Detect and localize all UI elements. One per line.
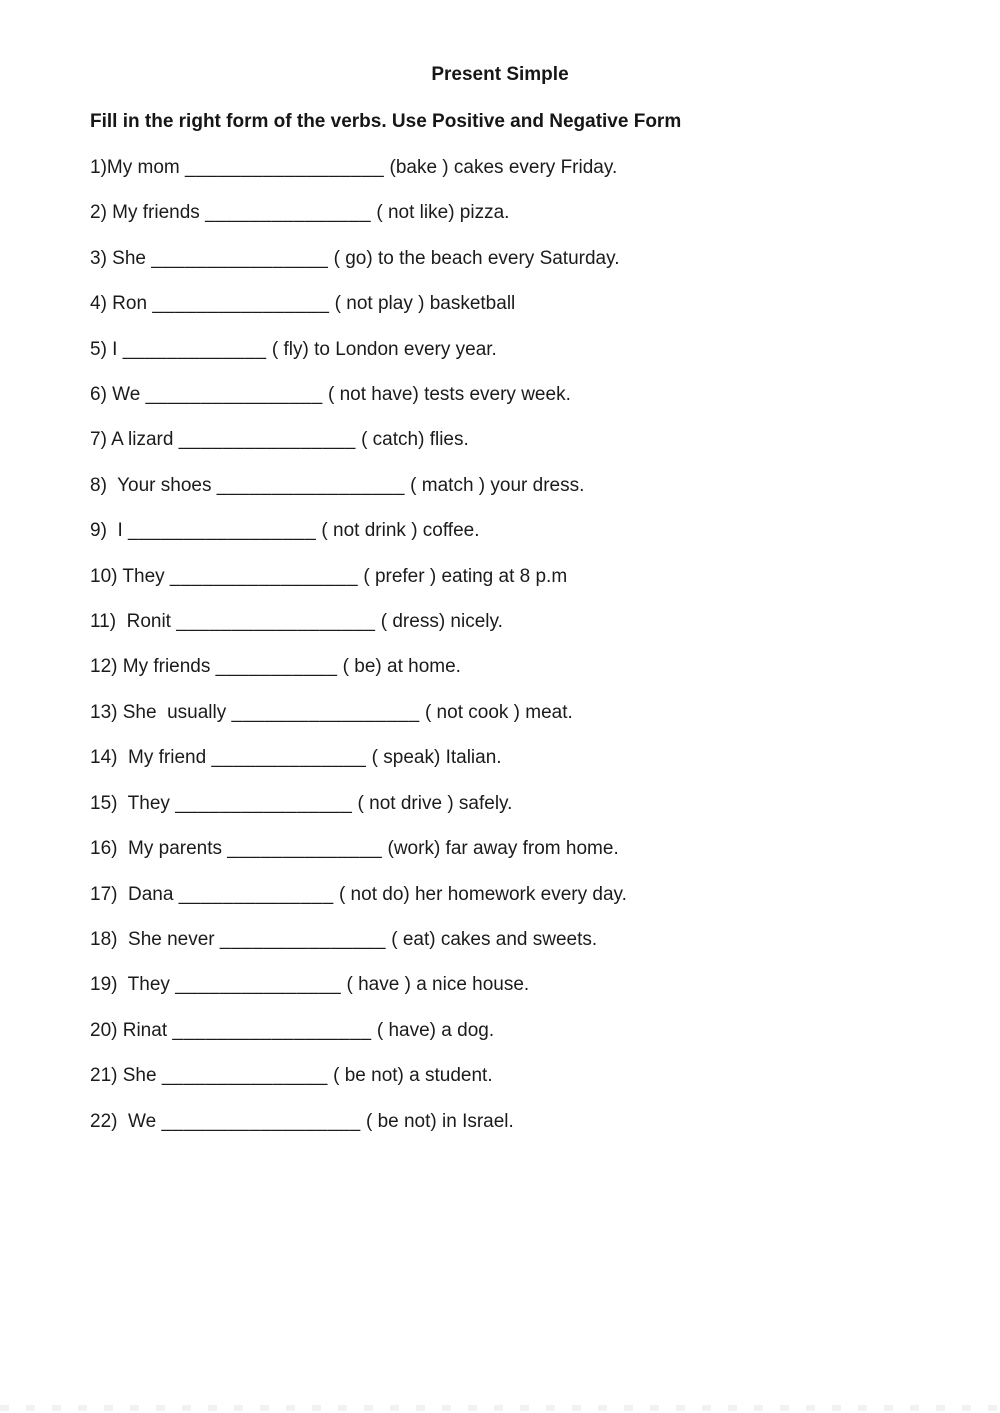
item-suffix: ( not drive ) safely. (352, 792, 513, 814)
exercise-item (90, 599, 960, 644)
exercise-item (90, 281, 960, 326)
exercise-item (90, 1099, 960, 1144)
answer-blank[interactable]: _________________ (231, 701, 420, 723)
item-prefix: 22) We (90, 1110, 162, 1132)
exercise-item (90, 417, 960, 462)
answer-blank[interactable]: ________________ (178, 429, 356, 451)
exercise-list (90, 134, 960, 1144)
exercise-item (90, 644, 960, 689)
item-prefix: 3) She (90, 247, 152, 269)
item-prefix: 16) My parents (90, 838, 228, 860)
instructions-text: Fill in the right form of the verbs. Use Positive and Negative Form (90, 111, 682, 132)
item-prefix: 5) I (90, 338, 123, 360)
exercise-item (90, 1053, 960, 1098)
exercise-item (90, 372, 960, 417)
page-title: Present Simple (431, 64, 569, 85)
item-prefix: 7) A lizard (90, 429, 179, 451)
answer-blank[interactable]: _________________ (216, 474, 405, 496)
answer-blank[interactable]: _______________ (175, 974, 342, 996)
exercise-item (90, 508, 960, 553)
exercise-item (90, 917, 960, 962)
item-suffix: ( not do) her homework every day. (333, 883, 627, 905)
item-prefix: 11) Ronit (90, 611, 177, 633)
answer-blank[interactable]: _____________ (122, 338, 267, 360)
answer-blank[interactable]: _______________ (205, 202, 372, 224)
item-suffix: (work) far away from home. (382, 838, 619, 860)
item-suffix: ( be not) a student. (327, 1065, 493, 1087)
item-suffix: ( go) to the beach every Saturday. (328, 247, 620, 269)
exercise-item (90, 735, 960, 780)
answer-blank[interactable]: _________________ (169, 565, 359, 587)
answer-blank[interactable]: ______________ (178, 883, 334, 905)
exercise-item (90, 554, 960, 599)
exercise-item (90, 327, 960, 372)
item-prefix: 9) I (90, 520, 129, 542)
item-prefix: 2) My friends (90, 202, 206, 224)
item-prefix: 6) We (90, 384, 146, 406)
answer-blank[interactable]: ________________ (151, 247, 329, 269)
item-suffix: ( match ) your dress. (404, 474, 585, 496)
answer-blank[interactable]: ______________ (227, 838, 383, 860)
answer-blank[interactable]: __________________ (185, 157, 385, 178)
item-prefix: 8) Your shoes (90, 474, 217, 496)
item-prefix: 1)My mom (90, 157, 185, 178)
item-suffix: ( have ) a nice house. (341, 974, 530, 996)
item-prefix: 18) She never (90, 928, 220, 950)
exercise-item (90, 962, 960, 1007)
item-suffix: ( not drink ) coffee. (316, 520, 480, 542)
exercise-item (90, 1008, 960, 1053)
answer-blank[interactable]: ________________ (152, 293, 330, 315)
item-suffix: (bake ) cakes every Friday. (384, 157, 618, 178)
item-suffix: ( catch) flies. (355, 429, 469, 451)
item-prefix: 13) She usually (90, 701, 232, 723)
exercise-item (90, 190, 960, 235)
item-suffix: ( not cook ) meat. (419, 701, 573, 723)
item-prefix: 15) They (90, 792, 176, 814)
item-suffix: ( not like) pizza. (371, 202, 510, 224)
item-suffix: ( fly) to London every year. (266, 338, 497, 360)
item-suffix: ( not play ) basketball (329, 293, 516, 315)
answer-blank[interactable]: __________________ (172, 1019, 372, 1041)
answer-blank[interactable]: ______________ (211, 747, 367, 769)
item-prefix: 14) My friend (90, 747, 212, 769)
exercise-item (90, 690, 960, 735)
exercise-item (90, 781, 960, 826)
item-prefix: 4) Ron (90, 293, 153, 315)
item-suffix: ( eat) cakes and sweets. (385, 928, 598, 950)
scan-noise-strip (0, 1405, 1000, 1411)
exercise-item (90, 463, 960, 508)
answer-blank[interactable]: __________________ (176, 611, 376, 633)
item-prefix: 10) They (90, 565, 170, 587)
item-suffix: ( be not) in Israel. (360, 1110, 514, 1132)
item-prefix: 19) They (90, 974, 176, 996)
item-suffix: ( not have) tests every week. (322, 384, 571, 406)
answer-blank[interactable]: ________________ (145, 384, 323, 406)
item-suffix: ( speak) Italian. (366, 747, 502, 769)
answer-blank[interactable]: __________________ (161, 1110, 361, 1132)
exercise-item (90, 145, 960, 190)
item-suffix: ( have) a dog. (371, 1019, 495, 1041)
item-prefix: 17) Dana (90, 883, 179, 905)
exercise-item (90, 872, 960, 917)
item-prefix: 21) She (90, 1065, 162, 1087)
answer-blank[interactable]: _______________ (219, 928, 386, 950)
item-prefix: 12) My friends (90, 656, 216, 678)
exercise-item (90, 826, 960, 871)
answer-blank[interactable]: ___________ (215, 656, 338, 678)
item-suffix: ( dress) nicely. (375, 611, 503, 633)
item-prefix: 20) Rinat (90, 1019, 173, 1041)
item-suffix: ( be) at home. (337, 656, 461, 678)
exercise-item (90, 236, 960, 281)
answer-blank[interactable]: _______________ (161, 1065, 328, 1087)
answer-blank[interactable]: _________________ (128, 520, 317, 542)
item-suffix: ( prefer ) eating at 8 p.m (358, 565, 568, 587)
answer-blank[interactable]: ________________ (175, 792, 353, 814)
